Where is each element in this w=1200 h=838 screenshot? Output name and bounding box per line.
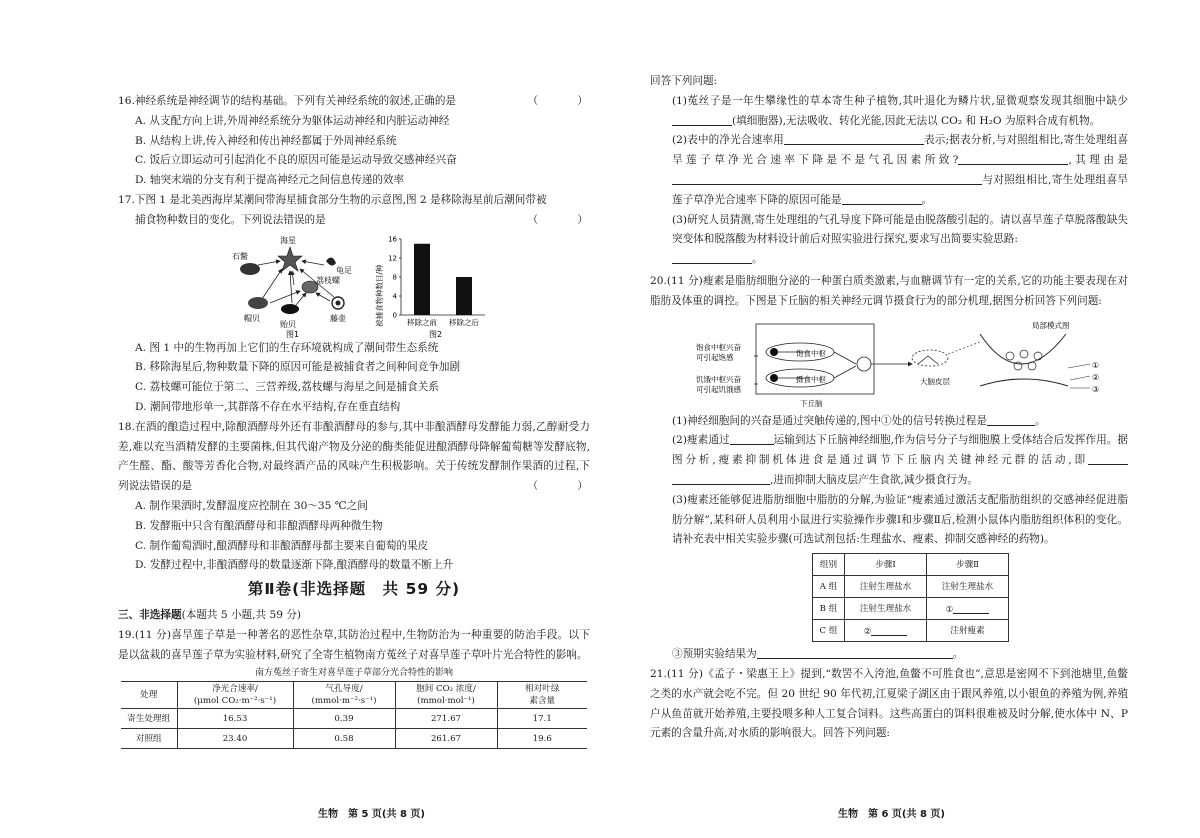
starfish-icon bbox=[278, 247, 302, 271]
answer-blank[interactable] bbox=[987, 413, 1035, 426]
answer-blank[interactable] bbox=[842, 192, 922, 205]
footer-left: 生物 第 5 页(共 8 页) bbox=[318, 809, 425, 820]
answer-blank[interactable] bbox=[953, 601, 989, 614]
q18-text: 18.在酒的酿造过程中,除酿酒酵母外还有非酿酒酵母的参与,其中非酿酒酵母发酵能力弱,乙醇耐受力差,难以充当酒精发酵的主要菌株,但其代谢产物及分泌的酶类能促进酿酒酵母降解葡萄糖等发酵底物,产生醛、酯、酸等芳香化合物,对最终酒产品的风味产生积极影响。关于传统发酵制作果酒的过程,下列说法错误的是 bbox=[118, 420, 590, 493]
cell: 步骤Ⅰ bbox=[845, 554, 927, 576]
chiton-icon bbox=[240, 263, 260, 275]
q20-p4: ③预期实验结果为 bbox=[672, 648, 757, 661]
q16-option-a: A. 从支配方向上讲,外周神经系统分为躯体运动神经和内脏运动神经 bbox=[135, 114, 450, 127]
q16-option-c: C. 饭后立即运动可引起消化不良的原因可能是运动导致交感神经兴奋 bbox=[135, 154, 457, 167]
species-bar-chart bbox=[373, 231, 493, 339]
cell-blank-2[interactable] bbox=[845, 620, 927, 642]
table-row bbox=[813, 598, 1009, 620]
cell: C 组 bbox=[813, 620, 845, 642]
fig-marker-2: ② bbox=[1092, 372, 1100, 382]
label-barnacle: 藤壶 bbox=[330, 313, 346, 323]
cell: 注射生理盐水 bbox=[845, 576, 927, 598]
q19-part3: (3)研究人员猜测,寄生处理组的气孔导度下降可能是由脱落酸引起的。请以喜旱莲子草脱落酸缺失突变体和脱落酸为材料设计前后对照实验进行探究,要求写出简要实验思路: 。 bbox=[672, 213, 1128, 266]
section-3-heading bbox=[118, 606, 590, 626]
th-chl-line1: 相对叶绿 bbox=[525, 684, 560, 695]
fig-satiety-center: 饱食中枢 bbox=[796, 348, 826, 358]
q20-table bbox=[812, 553, 1009, 642]
fig-cortex-label: 大脑皮层 bbox=[920, 376, 950, 386]
q19-table-caption: 南方菟丝子寄生对喜旱莲子草部分光合特性的影响 bbox=[254, 668, 453, 679]
q19-part1 bbox=[650, 92, 1128, 132]
fig2-caption: 图2 bbox=[429, 329, 443, 339]
answer-blank[interactable] bbox=[1088, 452, 1128, 465]
q18-option-a: A. 制作果酒时,发酵温度应控制在 30～35 ℃之间 bbox=[135, 499, 368, 512]
th-co2-line1: 胞间 CO₂ 浓度/ bbox=[416, 684, 476, 695]
chart-y-tick-label: 16 bbox=[388, 235, 397, 244]
answer-blank[interactable] bbox=[958, 152, 1068, 165]
question-19 bbox=[118, 626, 590, 750]
question-20 bbox=[650, 272, 1128, 665]
mussel-icon bbox=[281, 304, 299, 314]
table-row bbox=[121, 729, 587, 749]
q18-option-d: D. 发酵过程中,非酿酒酵母的数量逐渐下降,酿酒酵母的数量不断上升 bbox=[135, 559, 454, 572]
q19-p1b: (填细胞器),无法吸收、转化光能,因此无法以 CO₂ 和 H₂O 为原料合成有机物。 bbox=[732, 114, 1101, 127]
question-17 bbox=[118, 191, 606, 418]
answer-blank[interactable] bbox=[672, 172, 802, 185]
answer-blank[interactable] bbox=[757, 646, 953, 659]
q16-stem bbox=[118, 92, 606, 112]
q17-option-b: B. 移除海星后,物种数量下降的原因可能是被捕食者之间种间竞争加剧 bbox=[135, 361, 461, 374]
answer-blank[interactable] bbox=[871, 623, 907, 636]
table-row bbox=[121, 709, 587, 729]
cell: B 组 bbox=[813, 598, 845, 620]
q20-part4: ③预期实验结果为 。 bbox=[672, 648, 964, 661]
th-st-line2: (mmol·m⁻²·s⁻¹) bbox=[311, 696, 377, 707]
q21-stem: 21.(11 分)《孟子・梁惠王上》提到,“数罟不入洿池,鱼鳖不可胜食也”,意思是密网不下到池塘里,鱼鳖之类的水产就会吃不完。但 20 世纪 90 年代初,江夏梁子湖区由于跟风养殖,以小银鱼的养殖为例,养殖户从鱼苗就开始养殖,主要投喂多种人工复合饲料。这些高蛋白的饵料很难被及时分解,使水体中 N、P 元素的含量升高,对水质的影响很大。回答下列问题: bbox=[650, 667, 1128, 740]
left-column bbox=[118, 92, 606, 749]
limpet-icon bbox=[248, 297, 268, 309]
q18-stem bbox=[118, 418, 606, 497]
footer-right: 生物 第 6 页(共 8 页) bbox=[838, 809, 945, 820]
fig-local-label: 局部模式图 bbox=[1032, 320, 1070, 330]
chart-x-tick-label: 移除之后 bbox=[449, 317, 479, 327]
section-2-title: 第Ⅱ卷(非选择题 共 59 分) bbox=[247, 580, 461, 599]
table-header-row bbox=[121, 682, 587, 709]
fig-hypothalamus-label: 下丘脑 bbox=[800, 398, 823, 408]
q20-table-wrap bbox=[650, 553, 1128, 642]
cell: 23.40 bbox=[177, 729, 293, 749]
question-21 bbox=[650, 665, 1128, 744]
cell: 0.58 bbox=[293, 729, 395, 749]
answer-blank[interactable] bbox=[672, 472, 770, 485]
q17-paren: （ ） bbox=[527, 213, 606, 226]
chart-bar bbox=[456, 277, 472, 315]
q19-p1a: (1)菟丝子是一年生攀缘性的草本寄生种子植物,其叶退化为鳞片状,显微观察发现其细胞中缺少 bbox=[672, 94, 1128, 107]
food-web-figure bbox=[230, 231, 370, 339]
q16-option-d: D. 轴突末端的分支有利于提高神经元之间信息传递的效率 bbox=[135, 174, 405, 187]
cell: 注射生理盐水 bbox=[845, 598, 927, 620]
q18-option-b: B. 发酵瓶中只含有酿酒酵母和非酿酒酵母两种微生物 bbox=[135, 519, 383, 532]
chart-x-tick-label: 移除之前 bbox=[407, 317, 437, 327]
th-treatment: 处理 bbox=[121, 682, 177, 709]
table-header-row bbox=[813, 554, 1009, 576]
label-chiton: 石鳖 bbox=[232, 251, 248, 261]
answer-blank[interactable] bbox=[802, 172, 982, 185]
th-stomatal bbox=[293, 682, 395, 709]
cell: 步骤Ⅱ bbox=[927, 554, 1009, 576]
fig-feeding-center: 摄食中枢 bbox=[796, 374, 826, 384]
fig-hun-line2: 可引起饥饿感 bbox=[696, 384, 741, 394]
q19-p2d: 与对照组相比,寄生处理组喜旱莲子草净光合速率下降的原因可能是 bbox=[672, 173, 1128, 206]
th-chlorophyll bbox=[497, 682, 587, 709]
q20-part3: (3)瘦素还能够促进脂肪细胞中脂肪的分解,为验证“瘦素通过激活支配脂肪组织的交感神经促进脂肪分解”,某科研人员利用小鼠进行实验操作步骤Ⅰ和步骤Ⅱ后,检测小鼠体内脂肪组织体积的变化。请补充表中相关实验步骤(可选试剂包括:生理盐水、瘦素、抑制交感神经的药物)。 bbox=[672, 493, 1128, 546]
answer-blank[interactable] bbox=[672, 251, 752, 264]
q19-stem: 19.(11 分)喜旱莲子草是一种著名的恶性杂草,其防治过程中,生物防治为一种重要的防治手段。以下是以盆栽的喜旱莲子草为实验材料,研究了全寄生植物南方菟丝子对喜旱莲子草叶片光合特性的影响。 bbox=[118, 628, 590, 661]
question-18 bbox=[118, 418, 606, 576]
q17-stem-line1: 17.下图 1 是北美西海岸某潮间带海星捕食部分生物的示意图,图 2 是移除海星前后潮间带被 bbox=[118, 193, 547, 206]
cell: 注射瘦素 bbox=[927, 620, 1009, 642]
q19-p2a: (2)表中的净光合速率用 bbox=[672, 134, 784, 147]
cell: 组别 bbox=[813, 554, 845, 576]
hypothalamus-figure bbox=[650, 314, 1120, 410]
fig-sat-line2: 可引起饱感 bbox=[696, 352, 734, 362]
q16-paren: （ ） bbox=[527, 95, 606, 107]
cell: 19.6 bbox=[497, 729, 587, 749]
chart-y-tick-label: 0 bbox=[392, 311, 397, 320]
q17-option-c: C. 荔枝螺可能位于第二、三营养级,荔枝螺与海星之间是捕食关系 bbox=[135, 381, 439, 394]
answer-blank[interactable] bbox=[730, 432, 774, 445]
fig-marker-1: ① bbox=[1092, 360, 1100, 370]
chart-ylabel: 被捕食物种数目/种 bbox=[375, 264, 384, 327]
th-co2-line2: (mmol·mol⁻¹) bbox=[417, 696, 475, 707]
q20-part1: (1)神经细胞间的兴奋是通过突触传递的,图中①处的信号转换过程是 。 bbox=[672, 414, 1046, 427]
chart-y-tick-label: 4 bbox=[392, 292, 397, 301]
cell: 注射生理盐水 bbox=[927, 576, 1009, 598]
q17-text: 捕食物种数目的变化。下列说法错误的是 bbox=[135, 213, 326, 226]
th-chl-line2: 素含量 bbox=[529, 696, 556, 707]
synapse-icon bbox=[980, 334, 1066, 364]
section-3-title: 三、非选择题 bbox=[118, 608, 182, 621]
q19-table bbox=[121, 681, 587, 749]
q20-p2a: (2)瘦素通过 bbox=[672, 434, 730, 447]
fig-marker-3: ③ bbox=[1092, 384, 1100, 394]
q16-text: 16.神经系统是神经调节的结构基础。下列有关神经系统的叙述,正确的是 bbox=[118, 95, 457, 107]
cell: 对照组 bbox=[121, 729, 177, 749]
question-16 bbox=[118, 92, 606, 191]
marker: ② bbox=[863, 627, 872, 638]
table-row bbox=[813, 620, 1009, 642]
q18-option-c: C. 制作葡萄酒时,酿酒酵母和非酿酒酵母都主要来自葡萄的果皮 bbox=[135, 539, 429, 552]
th-st-line1: 气孔导度/ bbox=[325, 684, 363, 695]
q20-p1: (1)神经细胞间的兴奋是通过突触传递的,图中①处的信号转换过程是 bbox=[672, 414, 987, 427]
q17-stem-line2 bbox=[118, 211, 606, 231]
th-intercellular-co2 bbox=[395, 682, 497, 709]
q17-figures bbox=[118, 231, 590, 339]
answer-blank[interactable] bbox=[672, 113, 732, 126]
label-goose-barnacle: 龟足 bbox=[336, 265, 352, 275]
label-limpet: 帽贝 bbox=[244, 313, 260, 323]
q18-paren: （ ） bbox=[527, 480, 606, 493]
cell: 寄生处理组 bbox=[121, 709, 177, 729]
fig-hun-line1: 饥饿中枢兴奋 bbox=[696, 374, 741, 384]
label-starfish: 海星 bbox=[280, 235, 296, 245]
th-net-photosynthesis bbox=[177, 682, 293, 709]
cell: 16.53 bbox=[177, 709, 293, 729]
label-whelk: 荔枝螺 bbox=[316, 275, 340, 285]
q19-p2b: 表示;据表分析,与对照组相比,寄生处理组喜旱莲子草净光合速率下降是不是气孔因素所致? bbox=[672, 134, 1128, 167]
cell: 271.67 bbox=[395, 709, 497, 729]
th-np-line1: 净光合速率/ bbox=[212, 684, 258, 695]
q20-part2 bbox=[650, 431, 1128, 490]
cell: 0.39 bbox=[293, 709, 395, 729]
q17-option-a: A. 图 1 中的生物再加上它们的生存环境就构成了潮间带生态系统 bbox=[135, 341, 439, 354]
chart-y-tick-label: 8 bbox=[392, 273, 397, 282]
q19-continue: 回答下列问题: bbox=[650, 75, 718, 87]
q20-p2c: ,进而抑制大脑皮层产生食欲,减少摄食行为。 bbox=[770, 473, 979, 486]
table-row bbox=[813, 576, 1009, 598]
q16-option-b: B. 从结构上讲,传入神经和传出神经都属于外周神经系统 bbox=[135, 134, 397, 147]
right-column bbox=[650, 72, 1128, 744]
fig-sat-line1: 饱食中枢兴奋 bbox=[696, 342, 741, 352]
q20-stem: 20.(11 分)瘦素是脂肪细胞分泌的一种蛋白质类激素,与血糖调节有一定的关系,它的功能主要表现在对脂肪及体重的调控。下图是下丘脑的相关神经元调节摄食行为的部分机理,据图分析回答下列问题: bbox=[650, 274, 1128, 307]
q19-p2c: ,其理由是 bbox=[1068, 154, 1128, 167]
q19-part2: (2)表中的净光合速率用 表示;据表分析,与对照组相比,寄生处理组喜旱莲子草净光合速率下降是不是气孔因素所致? ,其理由是与对照组相比,寄生处理组喜旱莲子草净光合速率下降的原因可能是 。 bbox=[672, 134, 1128, 206]
q19-p3: (3)研究人员猜测,寄生处理组的气孔导度下降可能是由脱落酸引起的。请以喜旱莲子草脱落酸缺失突变体和脱落酸为材料设计前后对照实验进行探究,要求写出简要实验思路: bbox=[672, 213, 1128, 246]
q17-option-d: D. 潮间带地形单一,其群落不存在水平结构,存在垂直结构 bbox=[135, 400, 401, 413]
cell: 261.67 bbox=[395, 729, 497, 749]
cell: A 组 bbox=[813, 576, 845, 598]
fig1-caption: 图1 bbox=[286, 329, 300, 339]
section-3-note: (本题共 5 小题,共 59 分) bbox=[181, 608, 302, 621]
cell: 17.1 bbox=[497, 709, 587, 729]
chart-y-tick-label: 12 bbox=[388, 254, 397, 263]
q20-p2b: 运输到达下丘脑神经细胞,作为信号分子与细胞膜上受体结合后发挥作用。据图分析,瘦素抑制机体进食是通过调节下丘脑内关键神经元群的活动,即 bbox=[672, 434, 1128, 467]
marker: ① bbox=[945, 605, 954, 616]
answer-blank[interactable] bbox=[784, 132, 924, 145]
label-mussel: 贻贝 bbox=[280, 319, 296, 329]
chart-bar bbox=[414, 243, 430, 314]
cell-blank-1[interactable] bbox=[927, 598, 1009, 620]
th-np-line2: (μmol CO₂·m⁻²·s⁻¹) bbox=[193, 696, 277, 707]
goose-barnacle-icon bbox=[326, 257, 336, 265]
